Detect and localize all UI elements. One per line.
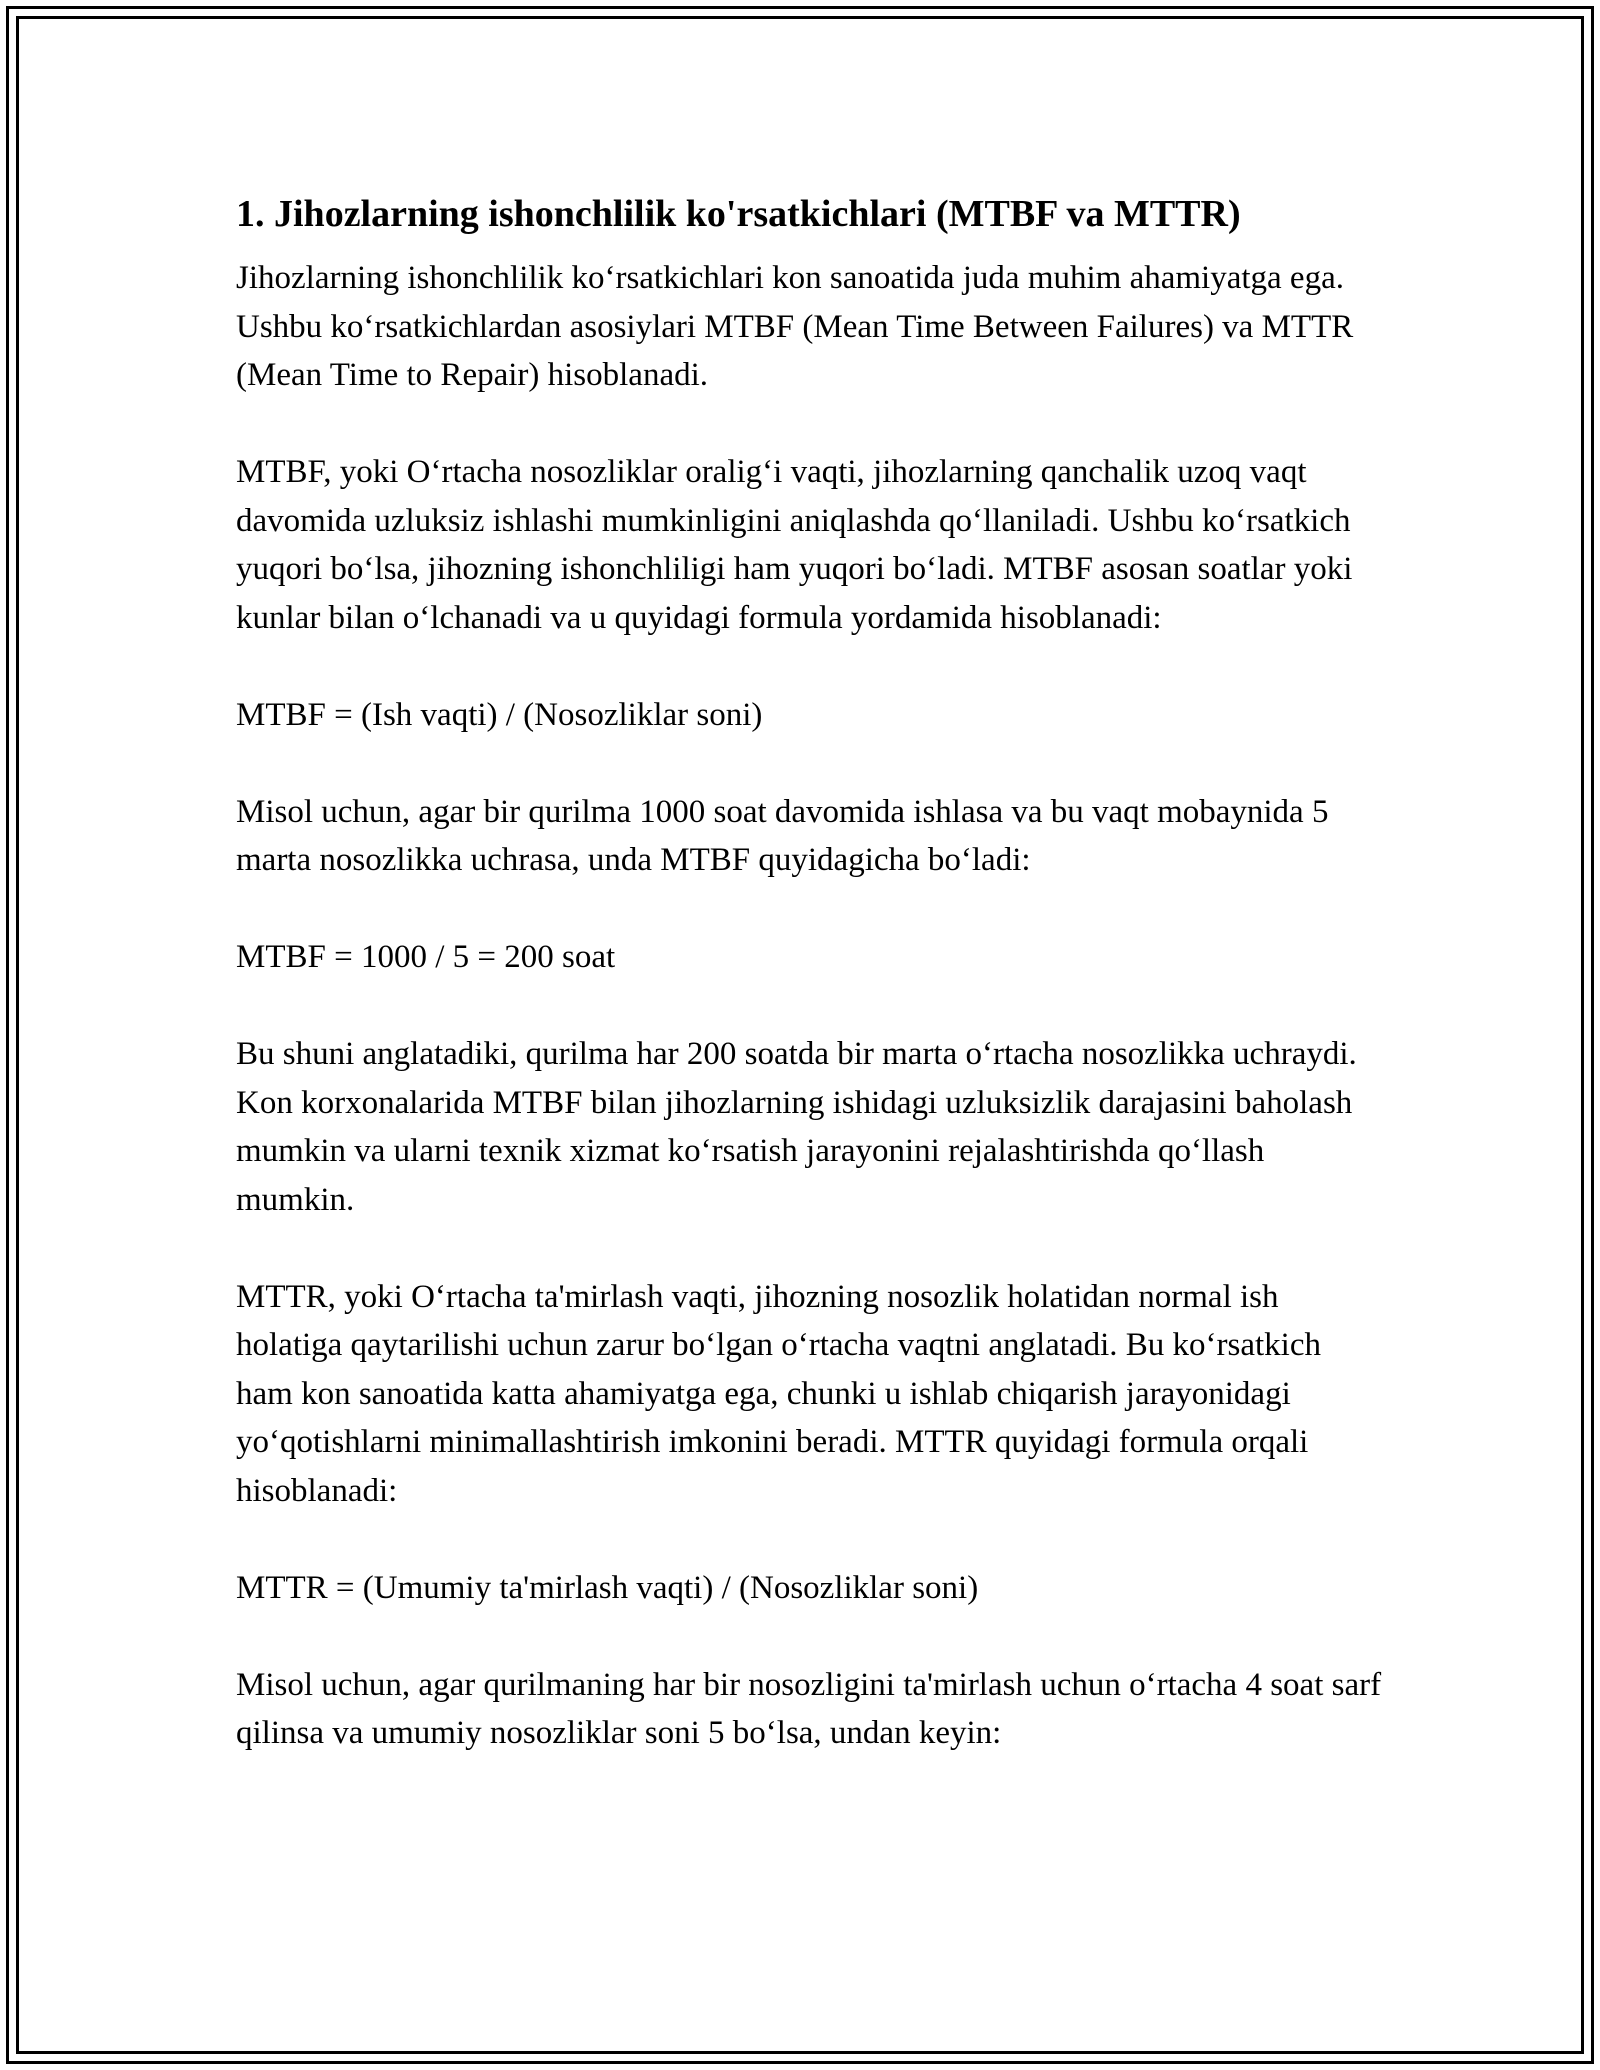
paragraph-mttr-example: Misol uchun, agar qurilmaning har bir nosozligini ta'mirlash uchun o‘rtacha 4 soat sarf qilinsa va umumiy nosozliklar soni 5 bo‘lsa, undan keyin: <box>236 1666 1382 1751</box>
paragraph-mtbf-meaning: Bu shuni anglatadiki, qurilma har 200 soatda bir marta o‘rtacha nosozlikka uchraydi. Kon korxonalarida MTBF bilan jihozlarning ishidagi uzluksizlik darajasini baholash mumkin va ularni texnik xizmat ko‘rsatish jarayonini rejalashtirishda qo‘llash mumkin. <box>236 1036 1357 1218</box>
section-heading: 1. Jihozlarning ishonchlilik ko'rsatkichlari (MTBF va MTTR) <box>236 193 1241 235</box>
paragraph-mttr-definition: MTTR, yoki O‘rtacha ta'mirlash vaqti, jihozning nosozlik holatidan normal ish holatiga qaytarilishi uchun zarur bo‘lgan o‘rtacha vaqtni anglatadi. Bu ko‘rsatkich ham kon sanoatida katta ahamiyatga ega, chunki u ishlab chiqarish jarayonidagi yo‘qotishlarni minimallashtirish imkonini beradi. MTTR quyidagi formula orqali hisoblanadi: <box>236 1278 1321 1509</box>
paragraph-mtbf-example: Misol uchun, agar bir qurilma 1000 soat davomida ishlasa va bu vaqt mobaynida 5 marta nosozlikka uchrasa, unda MTBF quyidagicha bo‘ladi: <box>236 793 1329 878</box>
formula-mttr: MTTR = (Umumiy ta'mirlash vaqti) / (Nosozliklar soni) <box>236 1569 979 1606</box>
formula-mtbf-result: MTBF = 1000 / 5 = 200 soat <box>236 939 616 975</box>
paragraph-mtbf-definition: MTBF, yoki O‘rtacha nosozliklar oralig‘i vaqti, jihozlarning qanchalik uzoq vaqt davomida uzluksiz ishlashi mumkinligini aniqlashda qo‘llaniladi. Ushbu ko‘rsatkich yuqori bo‘lsa, jihozning ishonchliligi ham yuqori bo‘ladi. MTBF asosan soatlar yoki kunlar bilan o‘lchanadi va u quyidagi formula yordamida hisoblanadi: <box>236 454 1353 636</box>
document-body <box>236 186 1386 1806</box>
paragraph-intro: Jihozlarning ishonchlilik ko‘rsatkichlari kon sanoatida juda muhim ahamiyatga ega. Ushbu ko‘rsatkichlardan asosiylari MTBF (Mean Time Between Failures) va MTTR (Mean Time to Repair) hisoblanadi. <box>236 260 1354 393</box>
formula-mtbf: MTBF = (Ish vaqti) / (Nosozliklar soni) <box>236 696 763 733</box>
